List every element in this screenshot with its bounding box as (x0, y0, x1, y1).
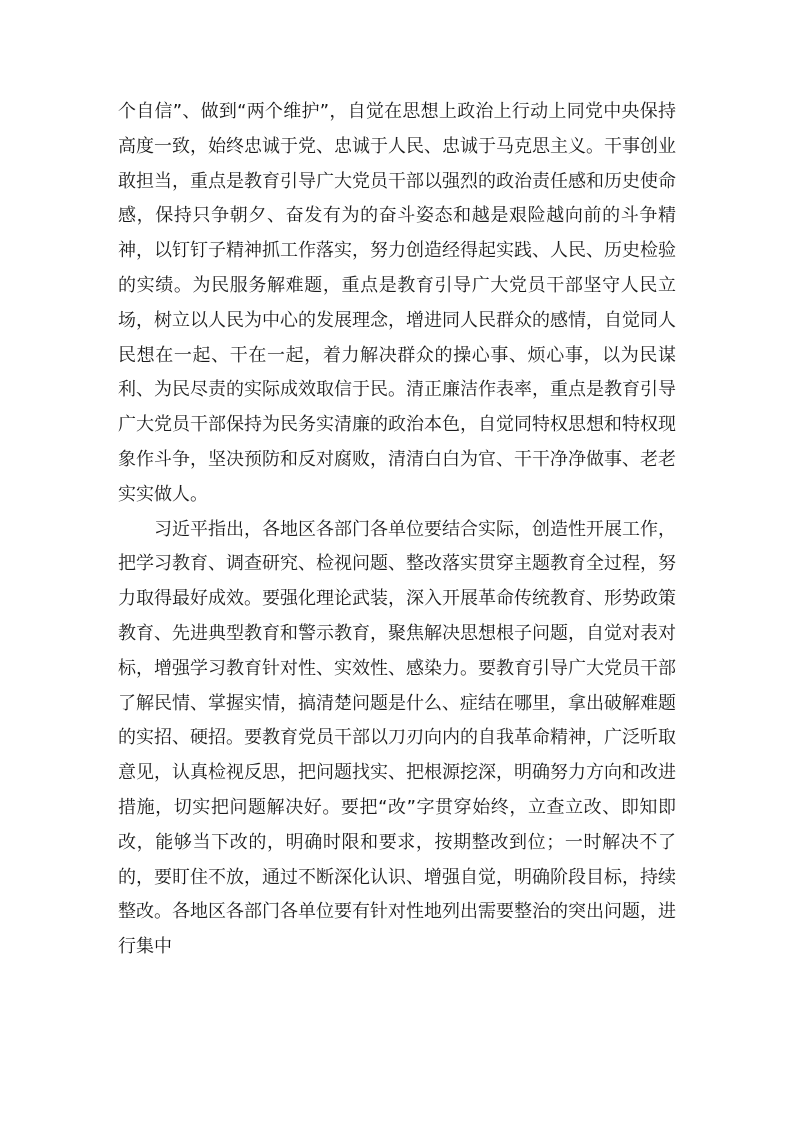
paragraph-xi-jinping-remarks: 习近平指出，各地区各部门各单位要结合实际，创造性开展工作，把学习教育、调查研究、检视问题、整改落实贯穿主题教育全过程，努力取得最好成效。要强化理论武装，深入开展革命传统教育、形势政策教育、先进典型教育和警示教育，聚焦解决思想根子问题，自觉对表对标，增强学习教育针对性、实效性、感染力。要教育引导广大党员干部了解民情、掌握实情，搞清楚问题是什么、症结在哪里，拿出破解难题的实招、硬招。要教育党员干部以刀刃向内的自我革命精神，广泛听取意见，认真检视反思，把问题找实、把根源挖深，明确努力方向和改进措施，切实把问题解决好。要把“改”字贯穿始终，立查立改、即知即改，能够当下改的，明确时限和要求，按期整改到位；一时解决不了的，要盯住不放，通过不断深化认识、增强自觉，明确阶段目标，持续整改。各地区各部门各单位要有针对性地列出需要整治的突出问题，进行集中 (118, 518, 676, 958)
document-page (118, 95, 676, 965)
paragraph-continued: 个自信”、做到“两个维护”，自觉在思想上政治上行动上同党中央保持高度一致，始终忠诚于党、忠诚于人民、忠诚于马克思主义。干事创业敢担当，重点是教育引导广大党员干部以强烈的政治责任感和历史使命感，保持只争朝夕、奋发有为的奋斗姿态和越是艰险越向前的斗争精神，以钉钉子精神抓工作落实，努力创造经得起实践、人民、历史检验的实绩。为民服务解难题，重点是教育引导广大党员干部坚守人民立场，树立以人民为中心的发展理念，增进同人民群众的感情，自觉同人民想在一起、干在一起，着力解决群众的操心事、烦心事，以为民谋利、为民尽责的实际成效取信于民。清正廉洁作表率，重点是教育引导广大党员干部保持为民务实清廉的政治本色，自觉同特权思想和特权现象作斗争，坚决预防和反对腐败，清清白白为官、干干净净做事、老老实实做人。 (118, 101, 676, 505)
